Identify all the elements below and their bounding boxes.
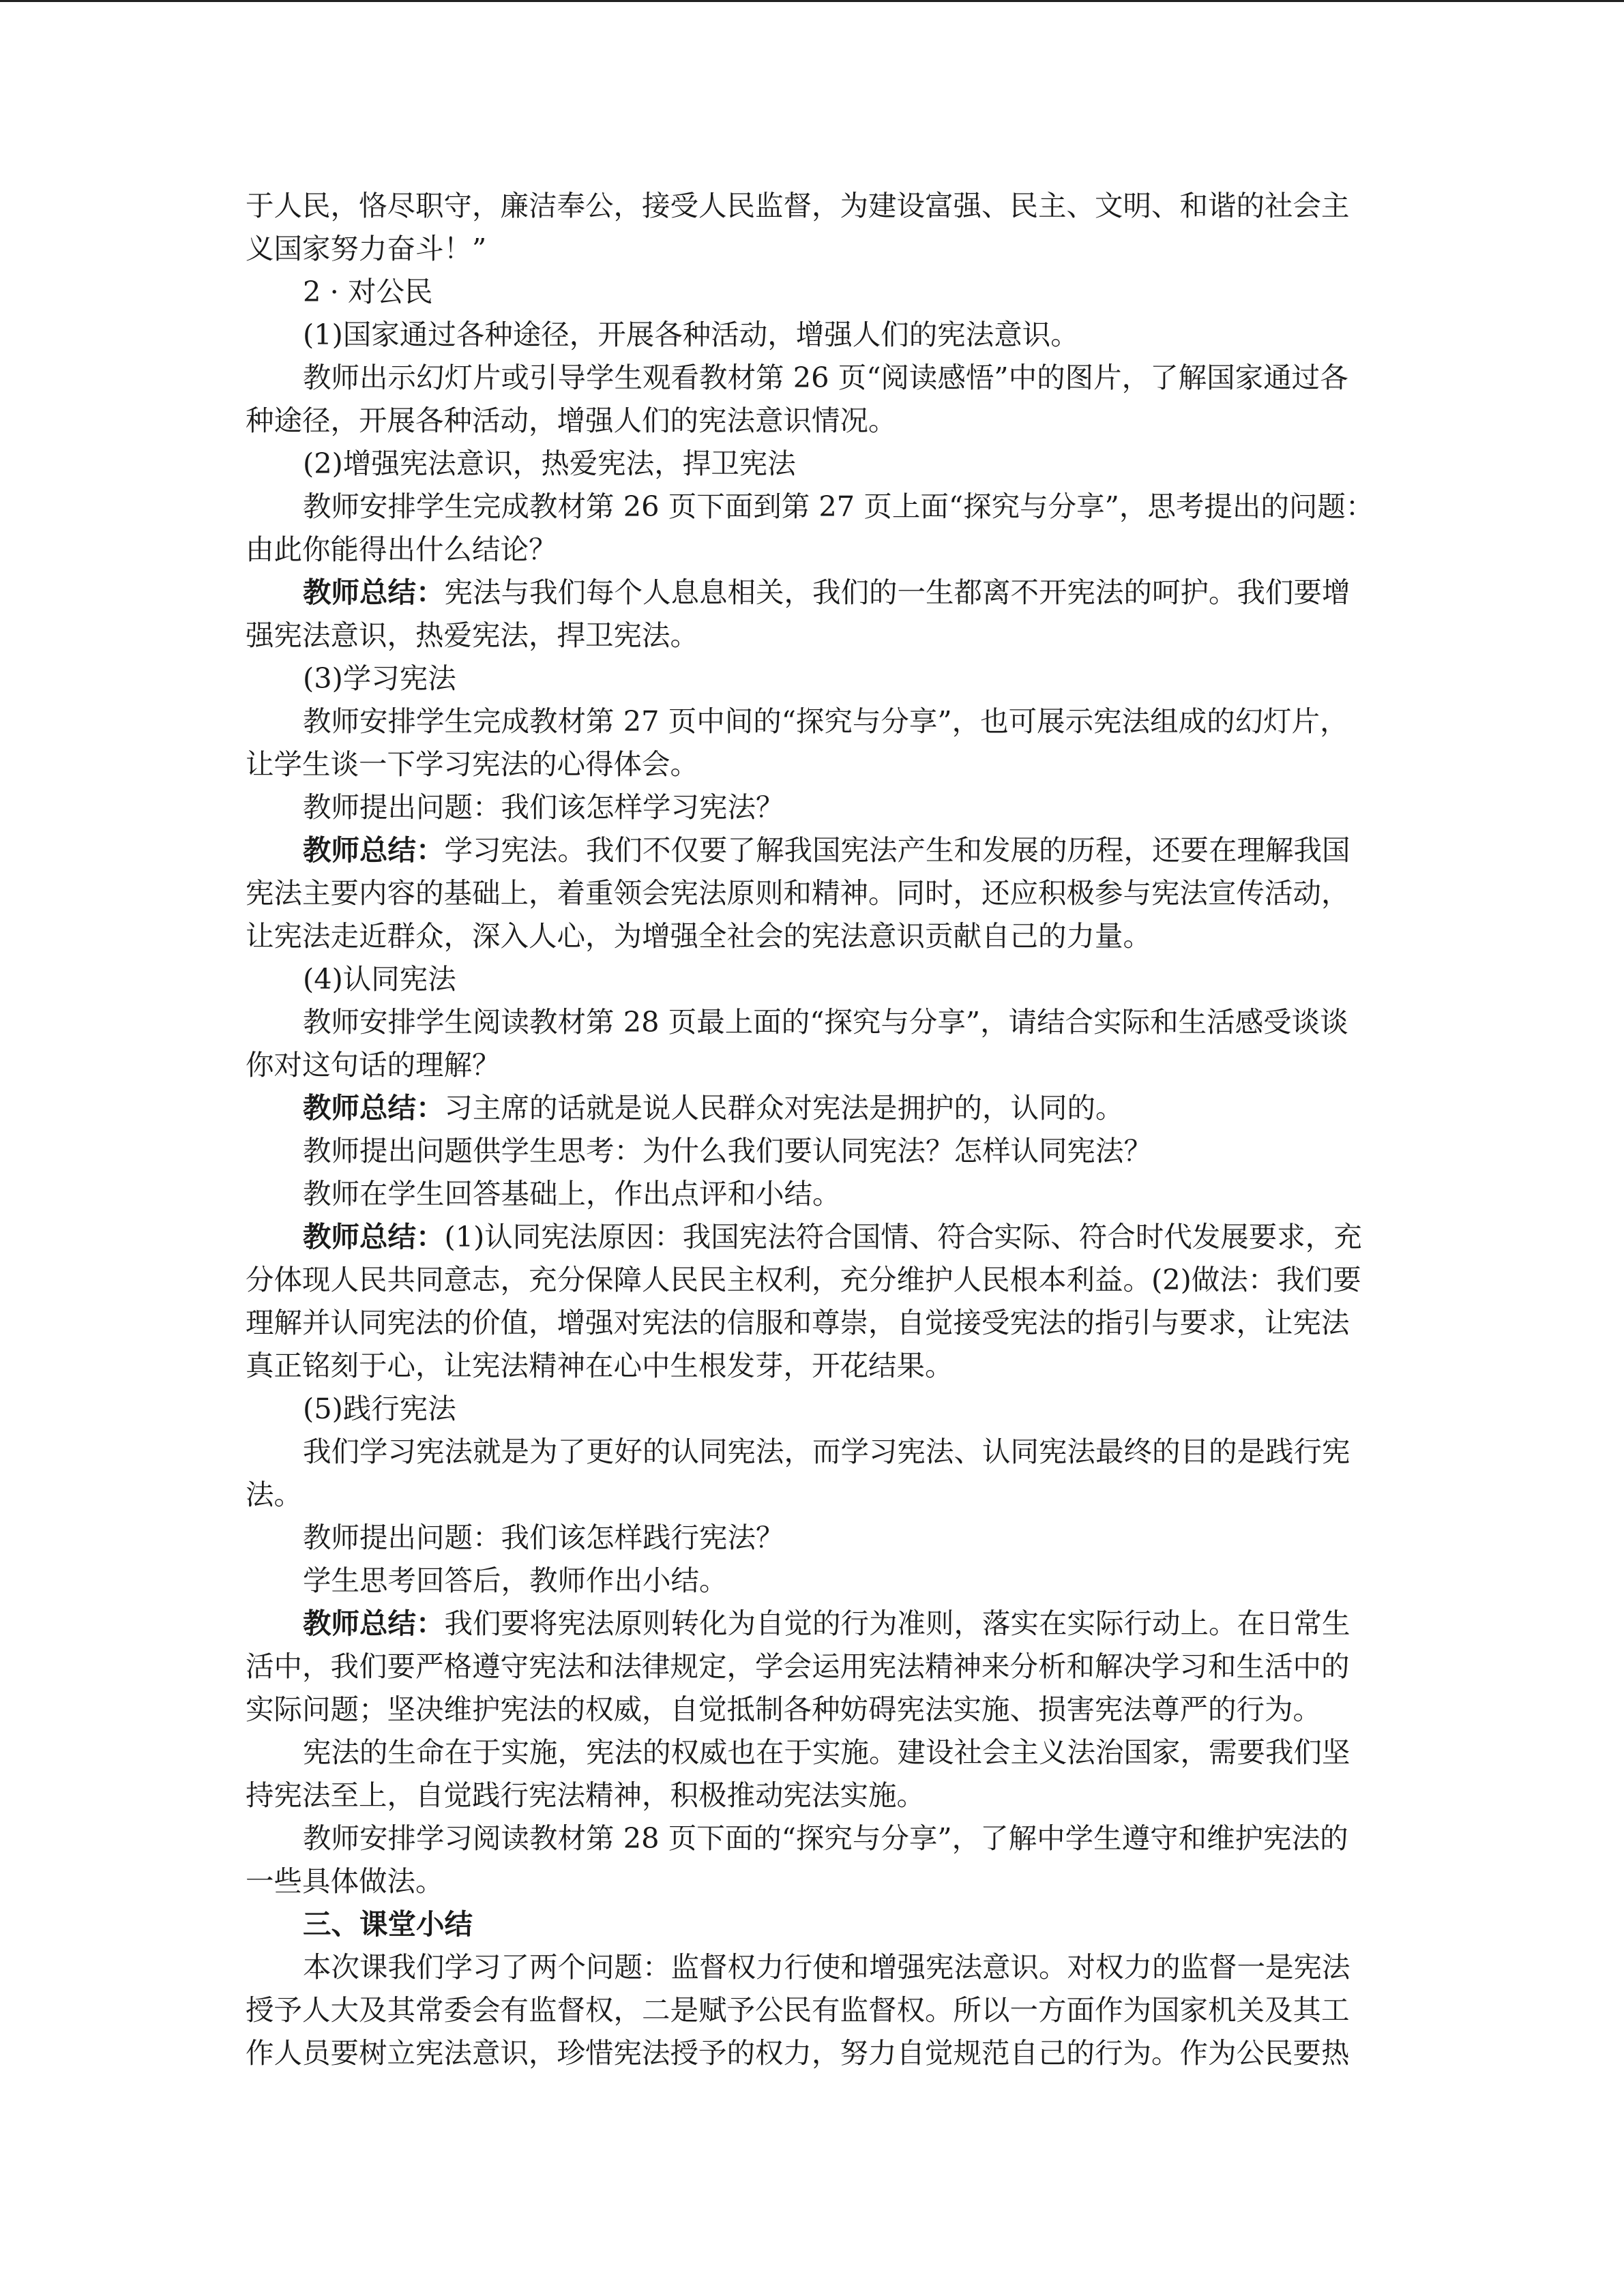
text-line	[246, 399, 1378, 442]
text-line	[246, 1473, 1378, 1516]
line-text: 三、课堂小结	[303, 1907, 473, 1941]
line-text: 种途径，开展各种活动，增强人们的宪法意识情况。	[246, 404, 897, 437]
line-text: 宪法主要内容的基础上，着重领会宪法原则和精神。同时，还应积极参与宪法宣传活动，	[246, 876, 1350, 910]
text-line	[246, 829, 1378, 871]
line-text: 教师安排学生完成教材第 27 页中间的“探究与分享”，也可展示宪法组成的幻灯片，	[303, 704, 1348, 738]
line-text: 2 · 对公民	[303, 275, 433, 308]
text-line	[246, 442, 1378, 485]
text-line	[246, 1086, 1378, 1129]
line-text: 让学生谈一下学习宪法的心得体会。	[246, 747, 699, 781]
line-text: 一些具体做法。	[246, 1864, 444, 1898]
line-text: 理解并认同宪法的价值，增强对宪法的信服和尊崇，自觉接受宪法的指引与要求，让宪法	[246, 1306, 1350, 1339]
line-text: 教师安排学生完成教材第 26 页下面到第 27 页上面“探究与分享”，思考提出的问题：	[303, 490, 1374, 523]
text-line	[246, 1258, 1378, 1301]
text-line	[246, 313, 1378, 356]
line-text: 教师在学生回答基础上，作出点评和小结。	[303, 1177, 841, 1210]
text-line	[246, 1688, 1378, 1731]
summary-label: 教师总结：	[303, 1091, 445, 1124]
text-line	[246, 1301, 1378, 1344]
text-line	[246, 1344, 1378, 1387]
line-text: 教师出示幻灯片或引导学生观看教材第 26 页“阅读感悟”中的图片，了解国家通过各	[303, 361, 1348, 394]
document-body	[246, 184, 1378, 2074]
text-line	[246, 957, 1378, 1000]
line-text: 教师提出问题：我们该怎样学习宪法？	[303, 790, 784, 824]
text-line	[246, 1559, 1378, 1602]
summary-label: 教师总结：	[303, 576, 445, 609]
text-line	[246, 1000, 1378, 1043]
line-text: 本次课我们学习了两个问题：监督权力行使和增强宪法意识。对权力的监督一是宪法	[303, 1950, 1350, 1984]
text-line	[246, 700, 1378, 743]
line-text: 我们学习宪法就是为了更好的认同宪法，而学习宪法、认同宪法最终的目的是践行宪	[303, 1435, 1350, 1468]
text-line	[246, 2031, 1378, 2074]
line-text: 持宪法至上，自觉践行宪法精神，积极推动宪法实施。	[246, 1778, 926, 1812]
text-line	[246, 1387, 1378, 1430]
text-line	[246, 1172, 1378, 1215]
line-text: 你对这句话的理解？	[246, 1048, 501, 1082]
line-text: (4)认同宪法	[303, 962, 456, 996]
line-text: 让宪法走近群众，深入人心，为增强全社会的宪法意识贡献自己的力量。	[246, 919, 1152, 953]
text-line	[246, 1430, 1378, 1473]
line-text: (5)践行宪法	[303, 1392, 456, 1425]
summary-label: 教师总结：	[303, 833, 445, 867]
text-line	[246, 1945, 1378, 1988]
line-text: 实际问题；坚决维护宪法的权威，自觉抵制各种妨碍宪法实施、损害宪法尊严的行为。	[246, 1693, 1322, 1726]
line-text: 作人员要树立宪法意识，珍惜宪法授予的权力，努力自觉规范自己的行为。作为公民要热	[246, 2036, 1350, 2070]
text-line	[246, 1731, 1378, 1774]
text-line	[246, 270, 1378, 313]
line-text: 我们要将宪法原则转化为自觉的行为准则，落实在实际行动上。在日常生	[444, 1607, 1350, 1640]
line-text: 宪法与我们每个人息息相关，我们的一生都离不开宪法的呵护。我们要增	[444, 576, 1350, 609]
text-line	[246, 356, 1378, 399]
summary-label: 教师总结：	[303, 1220, 445, 1253]
line-text: (3)学习宪法	[303, 661, 456, 695]
text-line	[246, 1602, 1378, 1645]
line-text: 学生思考回答后，教师作出小结。	[303, 1564, 728, 1597]
line-text: 教师提出问题：我们该怎样践行宪法？	[303, 1521, 784, 1554]
line-text: 宪法的生命在于实施，宪法的权威也在于实施。建设社会主义法治国家，需要我们坚	[303, 1735, 1350, 1769]
line-text: 由此你能得出什么结论？	[246, 533, 557, 566]
text-line	[246, 657, 1378, 700]
text-line	[246, 1215, 1378, 1258]
text-line	[246, 1129, 1378, 1172]
text-line	[246, 1774, 1378, 1817]
line-text: 教师安排学习阅读教材第 28 页下面的“探究与分享”，了解中学生遵守和维护宪法的	[303, 1821, 1348, 1855]
line-text: (1)国家通过各种途径，开展各种活动，增强人们的宪法意识。	[303, 318, 1079, 351]
line-text: 习主席的话就是说人民群众对宪法是拥护的，认同的。	[444, 1091, 1124, 1124]
text-line	[246, 1645, 1378, 1688]
top-border-line	[0, 0, 1624, 2]
line-text: 活中，我们要严格遵守宪法和法律规定，学会运用宪法精神来分析和解决学习和生活中的	[246, 1650, 1350, 1683]
text-line	[246, 528, 1378, 571]
text-line	[246, 614, 1378, 657]
line-text: 于人民，恪尽职守，廉洁奉公，接受人民监督，为建设富强、民主、文明、和谐的社会主	[246, 189, 1350, 222]
line-text: 真正铭刻于心，让宪法精神在心中生根发芽，开花结果。	[246, 1349, 954, 1382]
line-text: 义国家努力奋斗！”	[246, 232, 487, 265]
text-line	[246, 1860, 1378, 1903]
text-line	[246, 914, 1378, 957]
text-line	[246, 743, 1378, 786]
text-line	[246, 227, 1378, 270]
line-text: (1)认同宪法原因：我国宪法符合国情、符合实际、符合时代发展要求，充	[444, 1220, 1362, 1253]
line-text: 分体现人民共同意志，充分保障人民民主权利，充分维护人民根本利益。(2)做法：我们要	[246, 1263, 1361, 1296]
text-line	[246, 1043, 1378, 1086]
line-text: 强宪法意识，热爱宪法，捍卫宪法。	[246, 618, 699, 652]
text-line	[246, 1817, 1378, 1860]
line-text: (2)增强宪法意识，热爱宪法，捍卫宪法	[303, 447, 796, 480]
text-line	[246, 485, 1378, 528]
text-line	[246, 871, 1378, 914]
summary-label: 教师总结：	[303, 1607, 445, 1640]
line-text: 法。	[246, 1478, 303, 1511]
text-line	[246, 571, 1378, 614]
line-text: 教师安排学生阅读教材第 28 页最上面的“探究与分享”，请结合实际和生活感受谈谈	[303, 1005, 1348, 1039]
line-text: 教师提出问题供学生思考：为什么我们要认同宪法？怎样认同宪法？	[303, 1134, 1153, 1167]
text-line	[246, 786, 1378, 829]
text-line	[246, 1516, 1378, 1559]
line-text: 授予人大及其常委会有监督权，二是赋予公民有监督权。所以一方面作为国家机关及其工	[246, 1993, 1350, 2027]
section-heading	[246, 1903, 1378, 1945]
text-line	[246, 184, 1378, 227]
text-line	[246, 1988, 1378, 2031]
line-text: 学习宪法。我们不仅要了解我国宪法产生和发展的历程，还要在理解我国	[444, 833, 1350, 867]
